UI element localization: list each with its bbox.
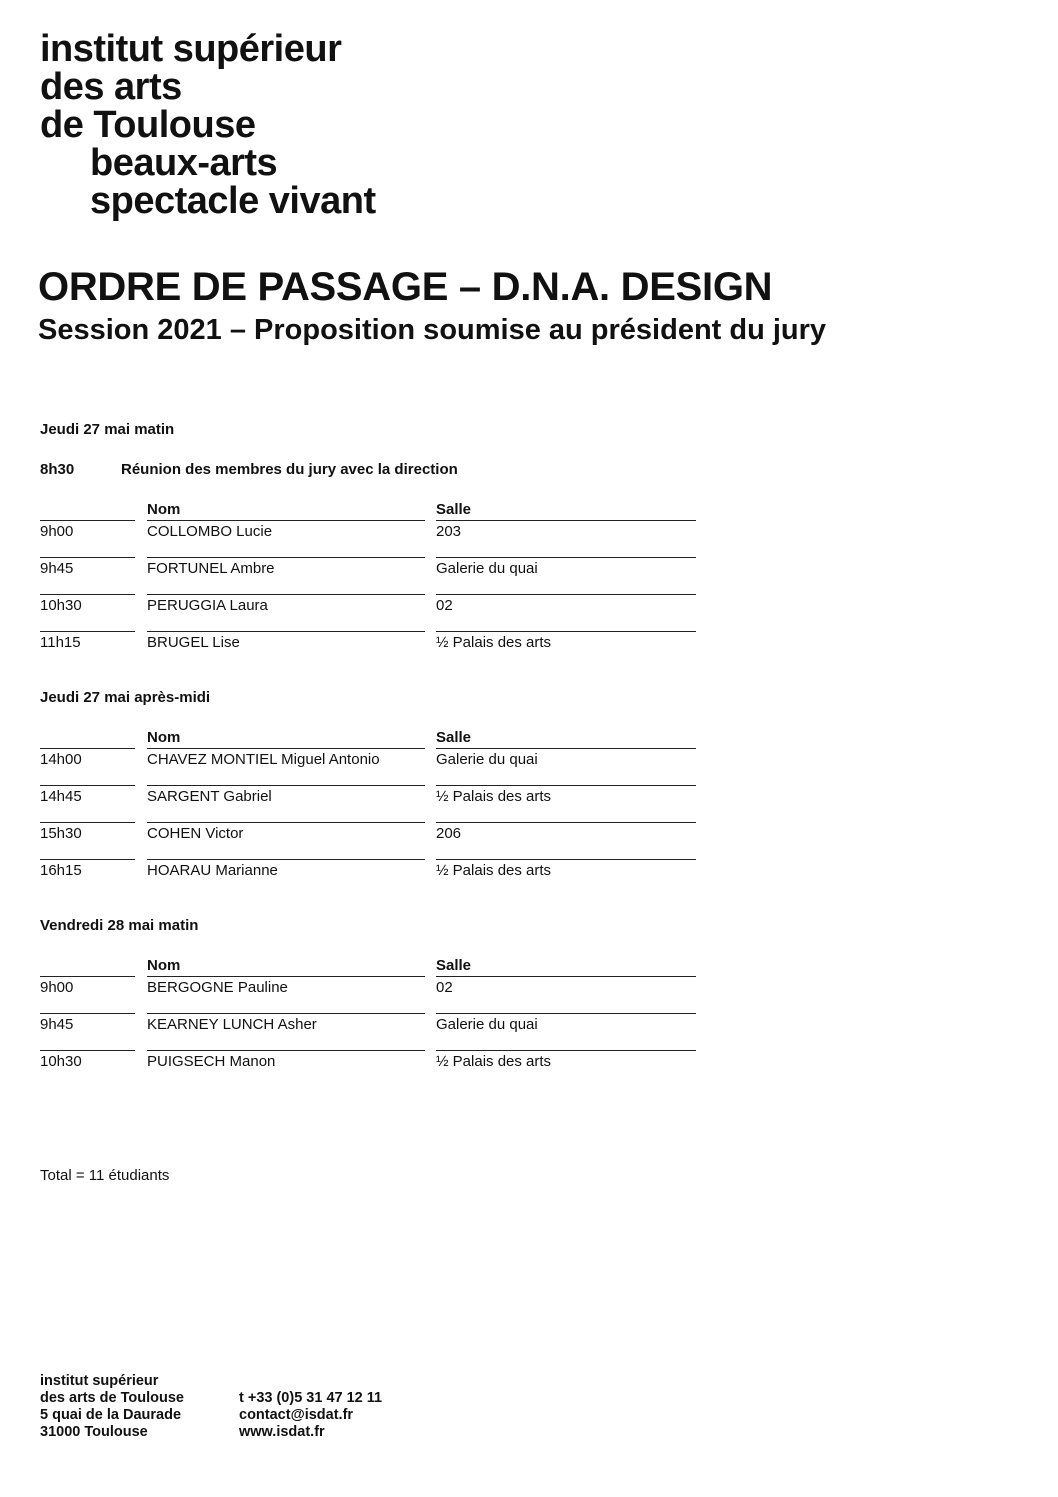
table-row xyxy=(40,521,696,558)
session-heading: Vendredi 28 mai matin xyxy=(40,917,199,934)
row-room: 206 xyxy=(436,825,462,842)
row-name: KEARNEY LUNCH Asher xyxy=(147,1016,317,1033)
row-time: 15h30 xyxy=(40,825,82,842)
address-line: 31000 Toulouse xyxy=(40,1424,148,1440)
footer-address xyxy=(40,1373,184,1441)
table-header xyxy=(40,501,696,521)
row-room: ½ Palais des arts xyxy=(436,862,552,879)
table-row xyxy=(40,1014,696,1051)
logo-line: spectacle vivant xyxy=(90,180,376,222)
session-heading: Jeudi 27 mai après-midi xyxy=(40,689,211,706)
row-room: 02 xyxy=(436,979,453,996)
intro-time: 8h30 xyxy=(40,461,75,478)
row-room: 02 xyxy=(436,597,453,614)
session-heading: Jeudi 27 mai matin xyxy=(40,421,175,438)
row-name: CHAVEZ MONTIEL Miguel Antonio xyxy=(147,751,380,768)
row-time: 10h30 xyxy=(40,597,82,614)
table-header xyxy=(40,957,696,977)
institution-logo xyxy=(40,30,376,220)
row-time: 9h00 xyxy=(40,979,74,996)
table-row xyxy=(40,595,696,632)
row-name: SARGENT Gabriel xyxy=(147,788,272,805)
row-name: PUIGSECH Manon xyxy=(147,1053,276,1070)
address-line: des arts de Toulouse xyxy=(40,1390,184,1406)
logo-line: de Toulouse xyxy=(40,104,256,146)
row-time: 16h15 xyxy=(40,862,82,879)
column-header-name: Nom xyxy=(147,729,181,746)
schedule-table xyxy=(40,501,696,669)
table-row xyxy=(40,977,696,1014)
row-name: FORTUNEL Ambre xyxy=(147,560,275,577)
logo-line: beaux-arts xyxy=(90,142,278,184)
row-name: BRUGEL Lise xyxy=(147,634,240,651)
website-link: www.isdat.fr xyxy=(239,1424,325,1440)
row-name: COHEN Victor xyxy=(147,825,244,842)
row-time: 9h00 xyxy=(40,523,74,540)
column-header-room: Salle xyxy=(436,957,472,974)
address-line: institut supérieur xyxy=(40,1373,159,1389)
session-intro xyxy=(40,461,458,478)
intro-text: Réunion des membres du jury avec la direction xyxy=(121,461,458,478)
address-line: 5 quai de la Daurade xyxy=(40,1407,182,1423)
page-subtitle: Session 2021 – Proposition soumise au président du jury xyxy=(38,314,827,346)
table-row xyxy=(40,749,696,786)
row-time: 10h30 xyxy=(40,1053,82,1070)
schedule-table xyxy=(40,957,696,1088)
row-room: Galerie du quai xyxy=(436,560,538,577)
row-room: Galerie du quai xyxy=(436,1016,538,1033)
schedule-table xyxy=(40,729,696,897)
row-room: ½ Palais des arts xyxy=(436,1053,552,1070)
row-room: 203 xyxy=(436,523,462,540)
row-name: PERUGGIA Laura xyxy=(147,597,268,614)
table-row xyxy=(40,632,696,669)
row-room: ½ Palais des arts xyxy=(436,788,552,805)
row-name: COLLOMBO Lucie xyxy=(147,523,273,540)
row-room: Galerie du quai xyxy=(436,751,538,768)
row-time: 14h00 xyxy=(40,751,82,768)
table-row xyxy=(40,786,696,823)
table-row xyxy=(40,860,696,897)
row-time: 14h45 xyxy=(40,788,82,805)
footer-contact xyxy=(239,1390,382,1441)
table-row xyxy=(40,1051,696,1088)
logo-line: des arts xyxy=(40,66,182,108)
column-header-name: Nom xyxy=(147,957,181,974)
row-time: 11h15 xyxy=(40,634,81,651)
column-header-room: Salle xyxy=(436,501,472,518)
row-time: 9h45 xyxy=(40,1016,74,1033)
row-name: BERGOGNE Pauline xyxy=(147,979,288,996)
row-room: ½ Palais des arts xyxy=(436,634,552,651)
logo-line: institut supérieur xyxy=(40,28,342,70)
page-title: ORDRE DE PASSAGE – D.N.A. DESIGN xyxy=(38,265,773,309)
column-header-name: Nom xyxy=(147,501,181,518)
column-header-room: Salle xyxy=(436,729,472,746)
table-header xyxy=(40,729,696,749)
table-row xyxy=(40,558,696,595)
row-time: 9h45 xyxy=(40,560,74,577)
phone-number: t +33 (0)5 31 47 12 11 xyxy=(239,1390,383,1406)
email-address: contact@isdat.fr xyxy=(239,1407,354,1423)
row-name: HOARAU Marianne xyxy=(147,862,278,879)
student-total: Total = 11 étudiants xyxy=(40,1167,170,1184)
table-row xyxy=(40,823,696,860)
